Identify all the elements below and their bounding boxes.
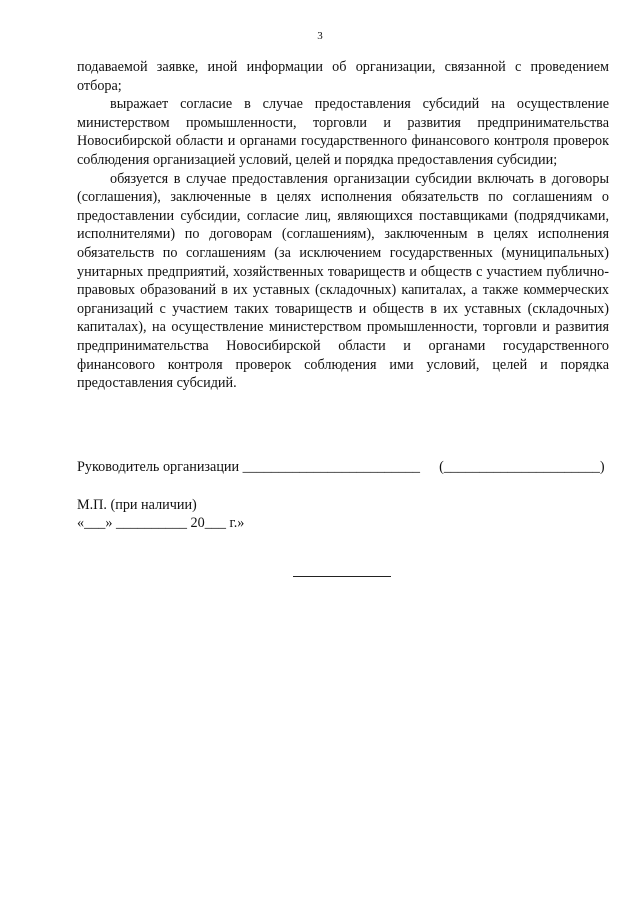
end-divider <box>293 576 391 577</box>
stamp-label: М.П. (при наличии) <box>77 497 197 513</box>
signature-blank: _________________________ <box>242 459 420 475</box>
signature-line <box>77 458 617 476</box>
paragraph-consent: выражает согласие в случае предоставления субсидий на осуществление министерством промышленности, торговли и развития предпринимательства Новосибирской области и органами государственного финансового контроля проверок соблюдения организацией условий, целей и порядка предоставления субсидии; <box>77 96 609 168</box>
date-line: «___» __________ 20___ г.» <box>77 515 245 532</box>
document-body <box>77 58 609 393</box>
paragraph-obligation: обязуется в случае предоставления организации субсидии включать в договоры (соглашения), заключенные в целях исполнения обязательств по соглашениям о предоставлении субсидии, согласие лиц, являющихся поставщиками (подрядчиками, исполнителями) по договорам (соглашениям), заключенным в целях исполнения обязательств по соглашениям (за исключением государственных (муниципальных) унитарных предприятий, хозяйственных товариществ и обществ с участием публично-правовых образований в их уставных (складочных) капиталах, а также коммерческих организаций с участием таких товариществ и обществ в их уставных (складочных) капиталах), на осуществление министерством промышленности, торговли и развития предпринимательства Новосибирской области и органами государственного финансового контроля проверок соблюдения ими условий, целей и порядка предоставления субсидий. <box>77 170 609 392</box>
page-number: 3 <box>317 30 323 42</box>
signature-label: Руководитель организации <box>77 459 240 475</box>
paragraph-continuation: подаваемой заявке, иной информации об организации, связанной с проведением отбора; <box>77 59 609 94</box>
stamp-block <box>77 496 244 533</box>
name-blank: (______________________) <box>439 459 605 475</box>
